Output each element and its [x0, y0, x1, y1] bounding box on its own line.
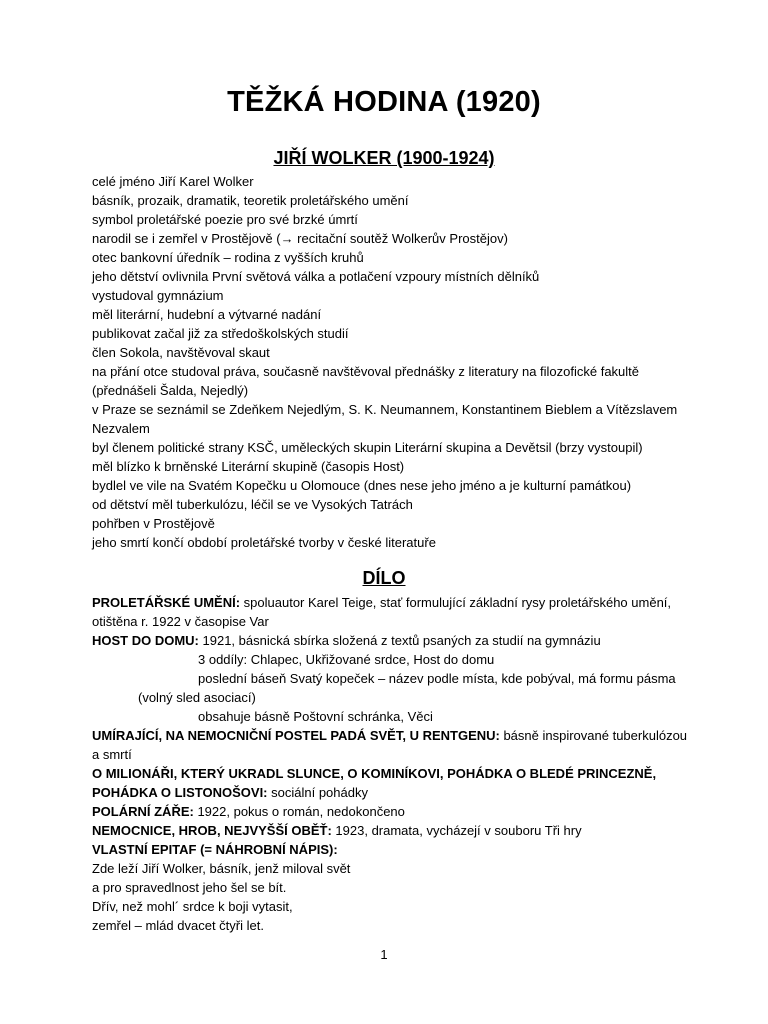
- bio-line: člen Sokola, navštěvoval skaut: [92, 345, 270, 360]
- bio-line: v Praze se seznámil se Zdeňkem Nejedlým, S. K. Neumannem, Konstantinem Bieblem a Vítězslavem Nezvalem: [92, 402, 678, 436]
- epitaph-line: Dřív, než mohl´ srdce k boji vytasit,: [92, 899, 293, 914]
- bio-line: od dětství měl tuberkulózu, léčil se ve Vysokých Tatrách: [92, 497, 413, 512]
- bio-line: vystudoval gymnázium: [92, 288, 224, 303]
- work-entry: [92, 802, 692, 821]
- work-entry: [92, 764, 692, 802]
- work-text: básně inspirované tuberkulózou a smrtí: [92, 728, 688, 762]
- work-subline: poslední báseň Svatý kopeček – název podle místa, kde pobýval, má formu pásma: [198, 671, 676, 686]
- work-label: POLÁRNÍ ZÁŘE:: [92, 804, 194, 819]
- epitaph-line: a pro spravedlnost jeho šel se bít.: [92, 880, 287, 895]
- work-entry: [92, 821, 692, 840]
- bio-line: bydlel ve vile na Svatém Kopečku u Olomouce (dnes nese jeho jméno a je kulturní památkou): [92, 478, 632, 493]
- work-label: O MILIONÁŘI, KTERÝ UKRADL SLUNCE, O KOMINÍKOVI, POHÁDKA O BLEDÉ PRINCEZNĚ, POHÁDKA O LISTONOŠOVI:: [92, 766, 657, 800]
- bio-line: celé jméno Jiří Karel Wolker: [92, 174, 254, 189]
- work-subline: (volný sled asociací): [138, 690, 256, 705]
- bio-line: publikovat začal již za středoškolských studií: [92, 326, 349, 341]
- bio-line: pohřben v Prostějově: [92, 516, 215, 531]
- bio-line: měl blízko k brněnské Literární skupině (časopis Host): [92, 459, 405, 474]
- page-number: 1: [380, 947, 388, 962]
- bio-line: jeho smrtí končí období proletářské tvorby v české literatuře: [92, 535, 436, 550]
- bio-line: byl členem politické strany KSČ, uměleckých skupin Literární skupina a Devětsil (brzy vystoupil): [92, 440, 643, 455]
- bio-list: [92, 172, 692, 552]
- work-entry: [92, 726, 692, 764]
- bio-line: symbol proletářské poezie pro své brzké úmrtí: [92, 212, 358, 227]
- work-label: PROLETÁŘSKÉ UMĚNÍ:: [92, 595, 241, 610]
- author-heading: JIŘÍ WOLKER (1900-1924): [273, 148, 495, 168]
- bio-line: jeho dětství ovlivnila První světová válka a potlačení vzpoury místních dělníků: [92, 269, 540, 284]
- work-text: 1922, pokus o román, nedokončeno: [193, 804, 405, 819]
- epitaph-line: zemřel – mlád dvacet čtyři let.: [92, 918, 264, 933]
- work-subline: obsahuje básně Poštovní schránka, Věci: [198, 709, 433, 724]
- work-label: NEMOCNICE, HROB, NEJVYŠŠÍ OBĚŤ:: [92, 823, 332, 838]
- bio-line: na přání otce studoval práva, současně navštěvoval přednášky z literatury na filozofické fakultě (přednášeli Šalda, Nejedlý): [92, 364, 640, 398]
- work-text: 1923, dramata, vycházejí v souboru Tři hry: [331, 823, 582, 838]
- work-label: UMÍRAJÍCÍ, NA NEMOCNIČNÍ POSTEL PADÁ SVĚT, U RENTGENU:: [92, 728, 500, 743]
- work-entry: [92, 593, 692, 631]
- work-label: HOST DO DOMU:: [92, 633, 199, 648]
- works-list: [92, 593, 692, 935]
- work-text: spoluautor Karel Teige, stať formulující základní rysy proletářského umění, otištěna r. 1922 v časopise Var: [92, 595, 672, 629]
- work-subline: 3 oddíly: Chlapec, Ukřižované srdce, Host do domu: [198, 652, 495, 667]
- works-heading: DÍLO: [362, 568, 406, 588]
- work-entry: [92, 631, 692, 650]
- work-text: sociální pohádky: [267, 785, 368, 800]
- bio-line: otec bankovní úředník – rodina z vyšších kruhů: [92, 250, 364, 265]
- bio-line: básník, prozaik, dramatik, teoretik proletářského umění: [92, 193, 409, 208]
- page-title: TĚŽKÁ HODINA (1920): [227, 86, 541, 118]
- work-text: 1921, básnická sbírka složená z textů psaných za studií na gymnáziu: [198, 633, 601, 648]
- epitaph-line: Zde leží Jiří Wolker, básník, jenž miloval svět: [92, 861, 351, 876]
- bio-line: narodil se i zemřel v Prostějově (→ recitační soutěž Wolkerův Prostějov): [92, 231, 508, 246]
- work-label: VLASTNÍ EPITAF (= NÁHROBNÍ NÁPIS):: [92, 842, 338, 857]
- bio-line: měl literární, hudební a výtvarné nadání: [92, 307, 322, 322]
